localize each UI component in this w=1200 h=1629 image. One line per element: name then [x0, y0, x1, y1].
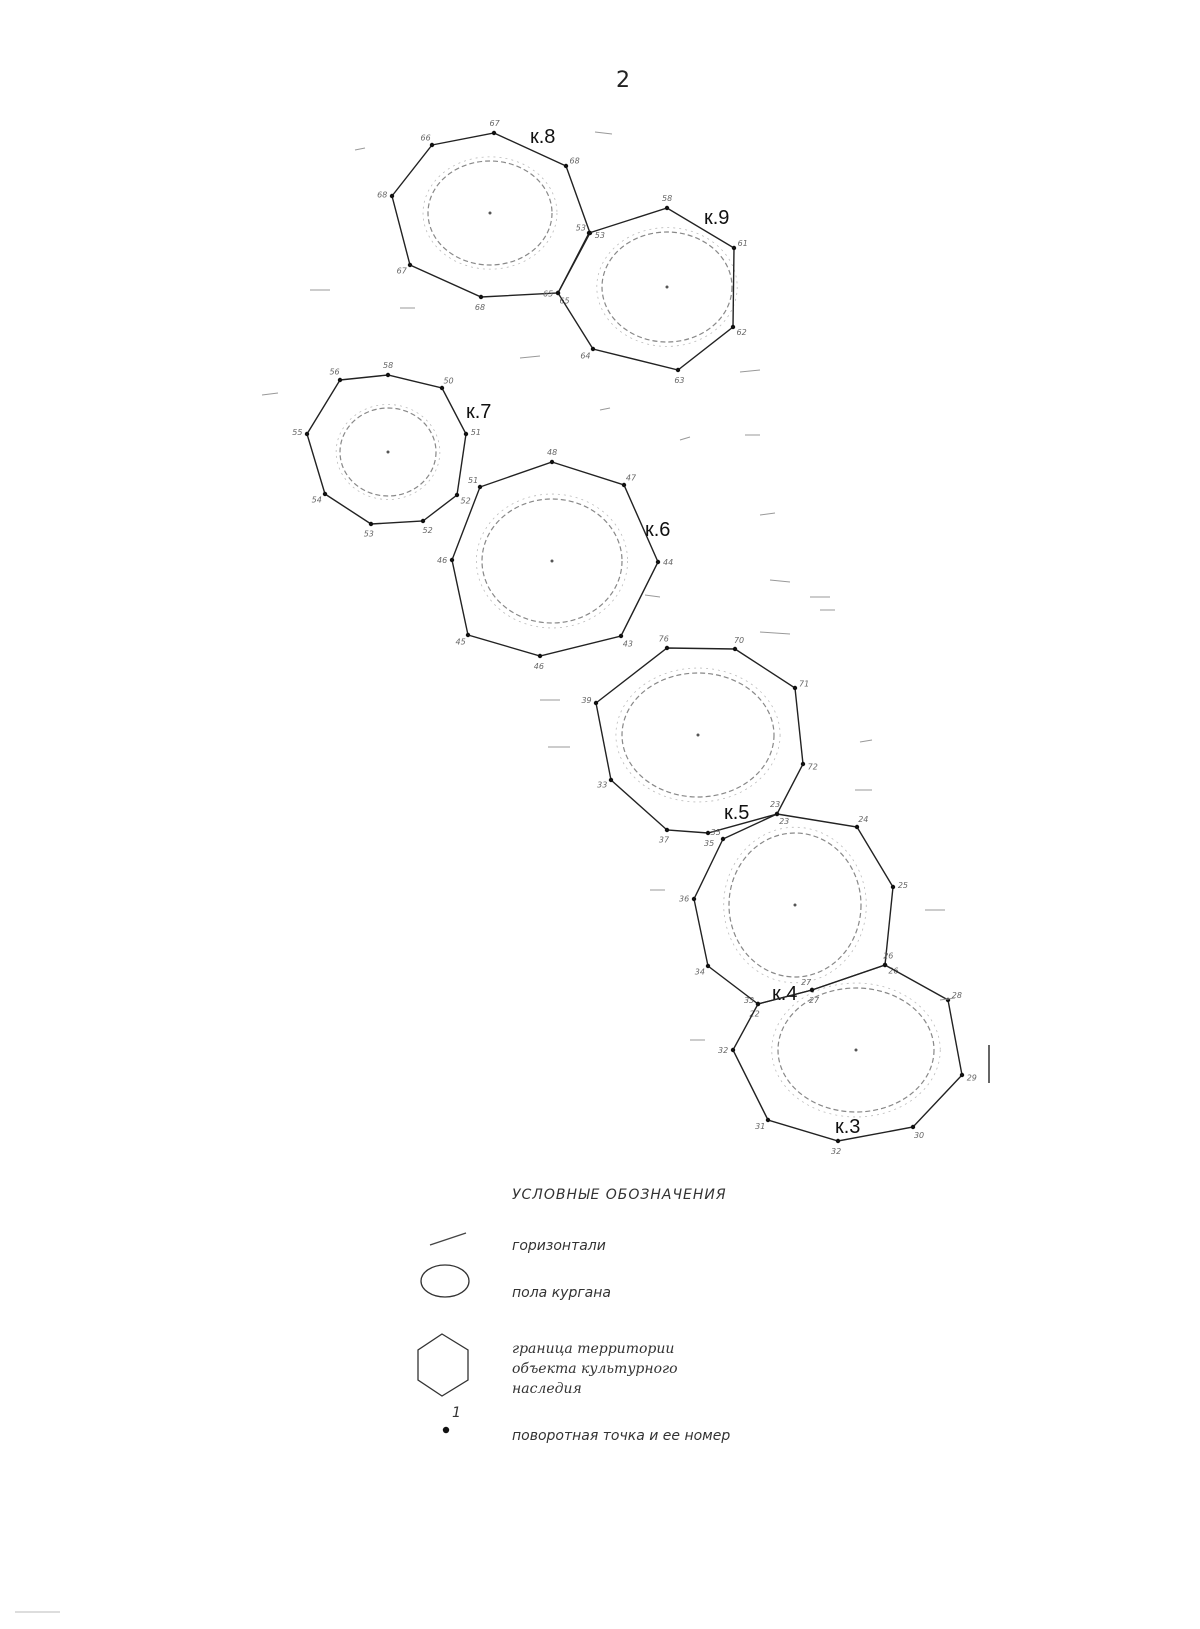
contour-dash [595, 132, 612, 134]
mound-center [387, 451, 390, 454]
point-number: 32 [831, 1146, 842, 1156]
point-number: 52 [422, 525, 433, 535]
boundary-polygon [307, 375, 466, 524]
point-number: 71 [798, 679, 810, 689]
legend-point-symbol [443, 1427, 449, 1433]
turning-point [587, 231, 591, 235]
point-number: 24 [858, 815, 869, 825]
turning-point [386, 373, 390, 377]
contour-dash [760, 632, 790, 634]
point-number: 39 [581, 696, 592, 706]
contour-dashes [262, 132, 955, 1040]
turning-point [721, 837, 725, 841]
point-number: 50 [443, 376, 454, 386]
turning-point [492, 131, 496, 135]
turning-point [323, 492, 327, 496]
point-number: 26 [888, 966, 899, 976]
contour-dash [520, 356, 540, 358]
legend-ellipse-symbol [421, 1265, 469, 1297]
turning-point [665, 206, 669, 210]
point-number: 35 [704, 838, 715, 848]
point-number: 72 [807, 762, 818, 772]
mound-center [551, 560, 554, 563]
point-number: 56 [329, 367, 340, 377]
turning-point [464, 432, 468, 436]
point-number: 35 [710, 828, 721, 838]
turning-point [911, 1125, 915, 1129]
turning-point [855, 825, 859, 829]
turning-point [706, 831, 710, 835]
turning-point [733, 647, 737, 651]
point-number: 46 [533, 661, 544, 671]
boundary-polygon [392, 133, 590, 297]
turning-point [564, 164, 568, 168]
turning-point [665, 646, 669, 650]
turning-point [731, 325, 735, 329]
legend-item-mound-floor: пола кургана [512, 1285, 611, 1301]
mound-4 [437, 448, 673, 671]
turning-point [538, 654, 542, 658]
turning-point [756, 1002, 760, 1006]
point-number: 55 [292, 427, 303, 437]
mounds-layer [292, 119, 977, 1156]
mound-center [855, 1049, 858, 1052]
turning-point [619, 634, 623, 638]
point-number: 27 [808, 995, 820, 1005]
turning-point [421, 519, 425, 523]
mound-label: к.5 [724, 802, 750, 824]
turning-point [455, 493, 459, 497]
turning-point [766, 1118, 770, 1122]
mound-label: к.9 [704, 207, 730, 229]
point-number: 58 [662, 194, 673, 203]
turning-point [656, 560, 660, 564]
turning-point [891, 885, 895, 889]
contour-dash [740, 370, 760, 372]
point-number: 68 [569, 156, 580, 166]
turning-point [692, 897, 696, 901]
mound-center [697, 734, 700, 737]
point-number: 62 [736, 328, 747, 338]
point-number: 76 [658, 634, 669, 644]
mound-center [794, 904, 797, 907]
turning-point [550, 460, 554, 464]
point-number: 37 [658, 835, 670, 845]
mound-label: к.4 [772, 983, 798, 1005]
mound-label: к.3 [835, 1116, 861, 1138]
legend-item-contours: горизонтали [512, 1238, 606, 1254]
point-number: 68 [474, 302, 486, 312]
point-number: 22 [749, 1009, 760, 1019]
turning-point [305, 432, 309, 436]
contour-dash [860, 740, 872, 742]
point-number: 34 [694, 967, 705, 977]
point-number: 44 [662, 558, 674, 568]
turning-point [775, 812, 779, 816]
point-number: 36 [679, 894, 690, 904]
mound-1 [377, 119, 605, 312]
contour-dash [645, 595, 660, 597]
contour-dash [600, 408, 610, 410]
legend [418, 1187, 730, 1444]
boundary-polygon [452, 462, 658, 656]
mound-center [666, 286, 669, 289]
turning-point [836, 1139, 840, 1143]
point-number: 47 [625, 473, 637, 483]
point-number: 58 [383, 361, 394, 370]
point-number: 26 [883, 951, 894, 961]
point-number: 33 [743, 995, 755, 1005]
legend-hexagon-symbol [418, 1334, 468, 1396]
legend-point-number: 1 [452, 1405, 461, 1421]
point-number: 54 [311, 495, 322, 505]
mound-3 [292, 361, 491, 539]
turning-point [665, 828, 669, 832]
turning-point [801, 762, 805, 766]
turning-point [479, 295, 483, 299]
mound-2 [543, 194, 748, 385]
point-number: 45 [455, 637, 466, 647]
turning-point [960, 1073, 964, 1077]
point-number: 46 [437, 555, 448, 565]
turning-point [609, 778, 613, 782]
turning-point [706, 964, 710, 968]
point-number: 31 [755, 1122, 766, 1132]
mound-label: к.8 [530, 126, 556, 148]
point-number: 63 [674, 375, 685, 385]
point-number: 23 [770, 800, 781, 810]
point-number: 67 [396, 266, 407, 276]
turning-point [732, 246, 736, 250]
contour-dash [760, 513, 775, 515]
turning-point [450, 558, 454, 562]
contour-dash [355, 148, 365, 150]
point-number: 43 [622, 639, 633, 649]
legend-item-boundary-line-1: граница территории [512, 1341, 675, 1357]
point-number: 64 [580, 351, 591, 361]
mound-center [489, 212, 492, 215]
turning-point [622, 483, 626, 487]
point-number: 27 [801, 977, 812, 987]
boundary-polygon [733, 965, 962, 1141]
turning-point [369, 522, 373, 526]
page-number: 2 [616, 68, 630, 93]
point-number: 33 [597, 780, 608, 790]
turning-point [731, 1048, 735, 1052]
legend-title: УСЛОВНЫЕ ОБОЗНАЧЕНИЯ [512, 1187, 727, 1203]
point-number: 32 [718, 1046, 729, 1055]
turning-point [390, 194, 394, 198]
turning-point [466, 633, 470, 637]
point-number: 65 [543, 289, 554, 299]
turning-point [594, 701, 598, 705]
point-number: 48 [547, 448, 558, 457]
legend-contour-symbol [430, 1233, 466, 1245]
mound-5 [581, 635, 817, 848]
turning-point [408, 263, 412, 267]
point-number: 61 [737, 238, 748, 248]
turning-point [556, 291, 560, 295]
mound-6 [679, 800, 908, 1018]
contour-dash [770, 580, 790, 582]
mound-label: к.7 [466, 401, 492, 423]
point-number: 51 [468, 475, 479, 485]
contour-dash [262, 393, 278, 395]
point-number: 23 [779, 817, 790, 827]
mound-7 [718, 952, 977, 1156]
contour-dash [680, 437, 690, 440]
point-number: 28 [951, 991, 962, 1001]
legend-item-boundary-line-3: наследия [512, 1381, 582, 1397]
turning-point [793, 686, 797, 690]
point-number: 53 [363, 529, 374, 539]
turning-point [810, 988, 814, 992]
point-number: 65 [559, 296, 570, 306]
turning-point [676, 368, 680, 372]
point-number: 53 [575, 223, 586, 233]
point-number: 29 [966, 1073, 977, 1083]
turning-point [440, 386, 444, 390]
mound-label: к.6 [645, 519, 671, 541]
legend-item-boundary-line-2: объекта культурного [512, 1361, 678, 1377]
point-number: 70 [733, 635, 745, 645]
point-number: 68 [377, 190, 388, 200]
point-number: 66 [420, 133, 431, 143]
turning-point [478, 485, 482, 489]
point-number: 53 [594, 230, 605, 240]
point-number: 67 [489, 119, 500, 129]
turning-point [430, 143, 434, 147]
turning-point [883, 963, 887, 967]
turning-point [338, 378, 342, 382]
point-number: 51 [470, 427, 481, 437]
point-number: 30 [913, 1131, 925, 1141]
point-number: 52 [460, 496, 471, 506]
point-number: 25 [897, 881, 909, 891]
legend-item-turning-point: поворотная точка и ее номер [512, 1428, 731, 1444]
turning-point [591, 347, 595, 351]
